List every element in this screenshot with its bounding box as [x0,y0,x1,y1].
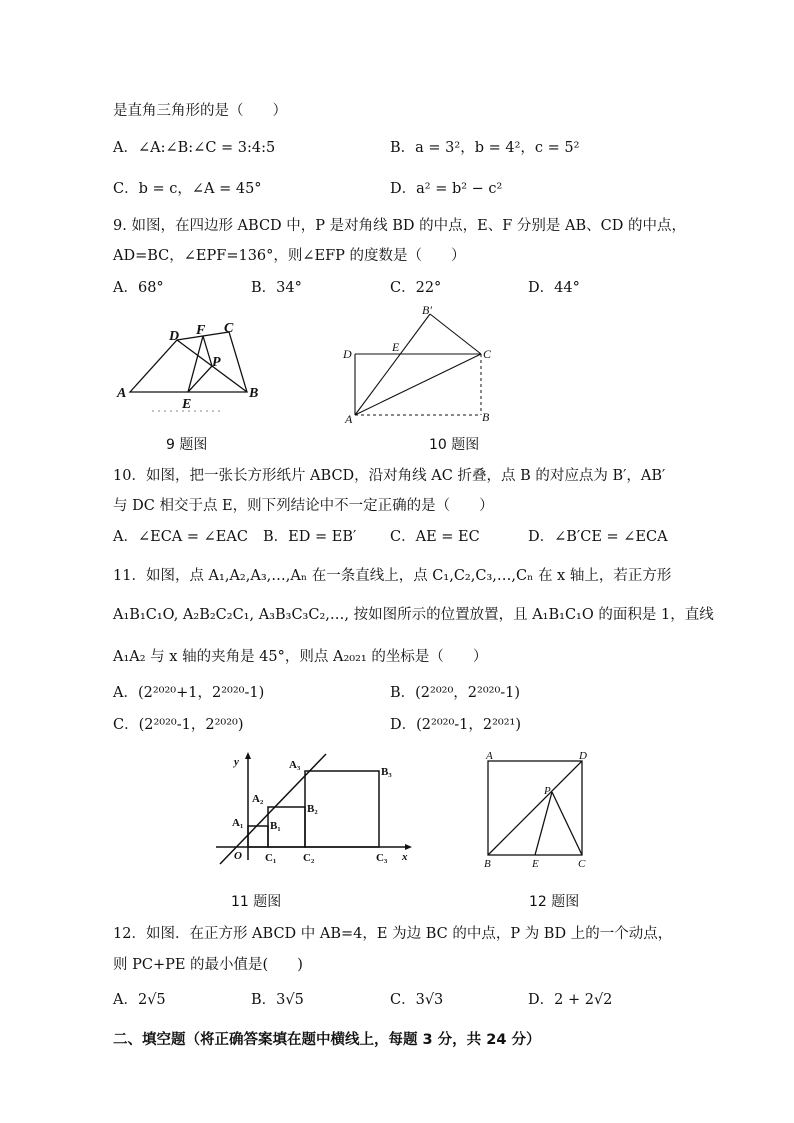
fig12-label-b: B [484,858,491,870]
q9-option-d[interactable]: D．44° [528,280,580,296]
fig10-label-e: E [392,340,400,354]
q10-stem-line2: 与 DC 相交于点 E，则下列结论中不一定正确的是（ ） [113,498,494,514]
q12-stem-line2: 则 PC+PE 的最小值是( ) [113,957,303,973]
q9-stem-line1: 9. 如图，在四边形 ABCD 中，P 是对角线 BD 的中点，E、F 分别是 AB、CD 的中点， [113,218,686,234]
fig11-label-c1: C₁ [265,852,277,864]
fig11-label-b2: B₂ [307,803,318,815]
q10-stem-line1: 10．如图，把一张长方形纸片 ABCD，沿对角线 AC 折叠，点 B 的对应点为 B′，AB′ [113,468,666,484]
fig9-label-d: D [169,329,180,344]
fig11-label-y: y [234,756,239,768]
fig9-label-b: B [249,386,259,401]
q10-option-a[interactable]: A．∠ECA = ∠EAC [113,529,248,545]
q11-option-a[interactable]: A．(2²⁰²⁰+1，2²⁰²⁰-1) [113,685,265,701]
figure-10-caption: 10 题图 [429,437,480,453]
q11-option-b[interactable]: B．(2²⁰²⁰，2²⁰²⁰-1) [390,685,521,701]
q9-option-b[interactable]: B．34° [251,280,302,296]
fig12-label-c: C [578,858,586,870]
q10-option-c[interactable]: C．AE = EC [390,529,480,545]
fig10-label-d: D [343,347,352,361]
q8-option-a[interactable]: A．∠A:∠B:∠C = 3:4:5 [113,140,276,156]
fig10-label-b: B [482,410,490,424]
q11-stem-line3: A₁A₂ 与 x 轴的夹角是 45°，则点 A₂₀₂₁ 的坐标是（ ） [113,649,488,665]
q10-option-d[interactable]: D．∠B′CE = ∠ECA [528,529,668,545]
q12-option-c[interactable]: C．3√3 [390,992,444,1008]
fig10-label-a: A [345,412,353,426]
q9-option-a[interactable]: A．68° [113,280,164,296]
fig10-label-bprime: B′ [422,303,432,317]
figure-11-caption: 11 题图 [231,894,282,910]
q11-stem-line1: 11．如图，点 A₁,A₂,A₃,…,Aₙ 在一条直线上，点 C₁,C₂,C₃,…,Cₙ 在 x 轴上，若正方形 [113,568,672,584]
fig12-label-p: P [544,785,551,797]
figure-9 [112,318,272,418]
fig11-label-b3: B₃ [381,766,392,778]
q12-option-d[interactable]: D．2 + 2√2 [528,992,613,1008]
fig9-label-c: C [224,321,234,336]
q10-option-b[interactable]: B．ED = EB′ [263,529,357,545]
q11-stem-line2: A₁B₁C₁O, A₂B₂C₂C₁, A₃B₃C₃C₂,…, 按如图所示的位置放置，且 A₁B₁C₁O 的面积是 1，直线 [113,607,714,623]
q12-option-a[interactable]: A．2√5 [113,992,166,1008]
fig9-label-e: E [182,397,192,412]
fig11-label-a2: A₂ [252,793,264,805]
q12-stem-line1: 12．如图．在正方形 ABCD 中 AB=4，E 为边 BC 的中点，P 为 BD 上的一个动点， [113,926,673,942]
figure-10 [340,302,500,427]
figure-12-caption: 12 题图 [529,894,580,910]
q11-option-d[interactable]: D．(2²⁰²⁰-1，2²⁰²¹) [390,717,522,733]
figure-12 [478,748,598,874]
figure-9-caption: 9 题图 [166,437,208,453]
fig12-label-a: A [486,750,493,762]
fig12-label-e: E [532,858,539,870]
fig11-label-a1: A₁ [232,817,244,829]
fig11-label-c3: C₃ [376,852,388,864]
fig12-label-d: D [579,750,587,762]
fig11-label-c2: C₂ [303,852,315,864]
fig9-label-f: F [196,323,206,338]
fig11-label-a3: A₃ [289,759,301,771]
fig11-label-o: O [234,850,242,862]
q8-option-c[interactable]: C．b = c，∠A = 45° [113,181,262,197]
fig10-label-c: C [483,347,492,361]
fig9-label-p: P [212,355,221,370]
q8-stem: 是直角三角形的是（ ） [113,103,287,119]
q8-option-d[interactable]: D．a² = b² − c² [390,181,503,197]
fig11-label-b1: B₁ [270,820,281,832]
q12-option-b[interactable]: B．3√5 [251,992,304,1008]
q8-option-b[interactable]: B．a = 3²，b = 4²，c = 5² [390,140,580,156]
q11-option-c[interactable]: C．(2²⁰²⁰-1，2²⁰²⁰) [113,717,244,733]
q9-option-c[interactable]: C．22° [390,280,442,296]
q9-stem-line2: AD=BC，∠EPF=136°，则∠EFP 的度数是（ ） [113,248,466,264]
section-2-title: 二、填空题（将正确答案填在题中横线上，每题 3 分，共 24 分） [113,1032,541,1048]
fig9-label-a: A [117,386,127,401]
figure-11 [212,748,422,870]
fig11-label-x: x [402,851,408,863]
